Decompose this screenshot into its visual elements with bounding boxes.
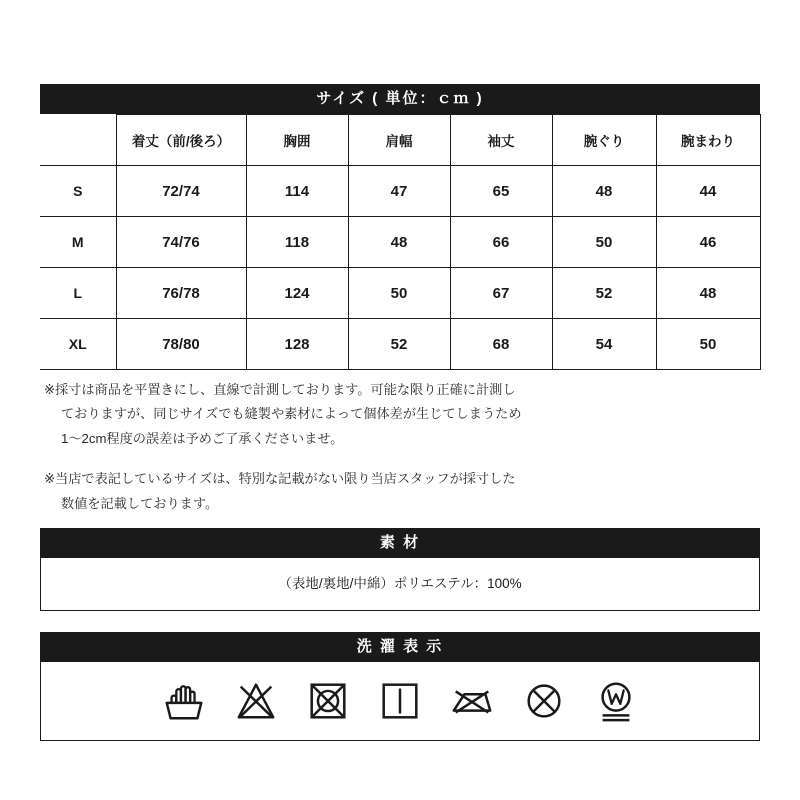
wash-care-section [40,632,760,741]
size-table [40,114,761,370]
table-row-label-l: L [40,268,116,319]
table-cell: 124 [246,268,348,319]
table-row-label-xl: XL [40,319,116,370]
table-cell: 65 [450,166,552,217]
table-cell: 52 [348,319,450,370]
table-cell: 118 [246,217,348,268]
table-cell: 72/74 [116,166,246,217]
no-dry-clean-icon [521,678,567,724]
table-cell: 52 [552,268,656,319]
material-section-value: （表地/裏地/中綿）ポリエステル：100% [40,558,760,611]
table-row-label-m: M [40,217,116,268]
table-cell: 48 [348,217,450,268]
table-header-cell-shoulder: 肩幅 [348,115,450,166]
table-header-cell-length: 着丈（前/後ろ） [116,115,246,166]
table-cell: 50 [656,319,760,370]
wet-clean-icon [593,678,639,724]
table-cell: 50 [348,268,450,319]
note-item [44,378,760,451]
table-cell: 114 [246,166,348,217]
table-cell: 78/80 [116,319,246,370]
table-cell: 74/76 [116,217,246,268]
table-cell: 46 [656,217,760,268]
table-row [40,166,760,217]
wash-care-icon-row [40,662,760,741]
note-line: ※当店で表記しているサイズは、特別な記載がない限り当店スタッフが採寸した [44,471,516,487]
table-cell: 44 [656,166,760,217]
note-line: 数値を記載しております。 [61,495,219,511]
material-section [40,528,760,611]
table-cell: 50 [552,217,656,268]
table-header-cell-sleeve: 袖丈 [450,115,552,166]
line-dry-vertical-icon [377,678,423,724]
hand-wash-icon [161,678,207,724]
table-cell: 47 [348,166,450,217]
table-cell: 48 [656,268,760,319]
table-cell: 48 [552,166,656,217]
table-cell: 128 [246,319,348,370]
table-header-cell-chest: 胸囲 [246,115,348,166]
note-line: ておりますが、同じサイズでも縫製や素材によって個体差が生じてしまうため [61,406,522,422]
table-cell: 67 [450,268,552,319]
table-cell: 54 [552,319,656,370]
table-cell: 66 [450,217,552,268]
note-line: 1〜2cm程度の誤差は予めご了承くださいませ。 [61,430,344,446]
note-line: ※採寸は商品を平置きにし、直線で計測しております。可能な限り正確に計測し [44,382,516,397]
note-item [44,467,760,516]
table-row [40,268,760,319]
table-row-label-s: S [40,166,116,217]
table-header-cell-corner [40,115,116,166]
wash-care-section-title: 洗 濯 表 示 [40,632,760,662]
no-bleach-icon [233,678,279,724]
table-row [40,217,760,268]
table-cell: 76/78 [116,268,246,319]
table-header-row [40,115,760,166]
size-section-title: サイズ ( 単位：ｃｍ ) [40,84,760,114]
no-iron-icon [449,678,495,724]
material-section-title: 素 材 [40,528,760,558]
table-header-cell-armhole: 腕ぐり [552,115,656,166]
no-tumble-dry-icon [305,678,351,724]
table-header-cell-armcircumference: 腕まわり [656,115,760,166]
table-cell: 68 [450,319,552,370]
table-row [40,319,760,370]
measurement-notes [44,378,760,532]
size-section [40,84,760,370]
